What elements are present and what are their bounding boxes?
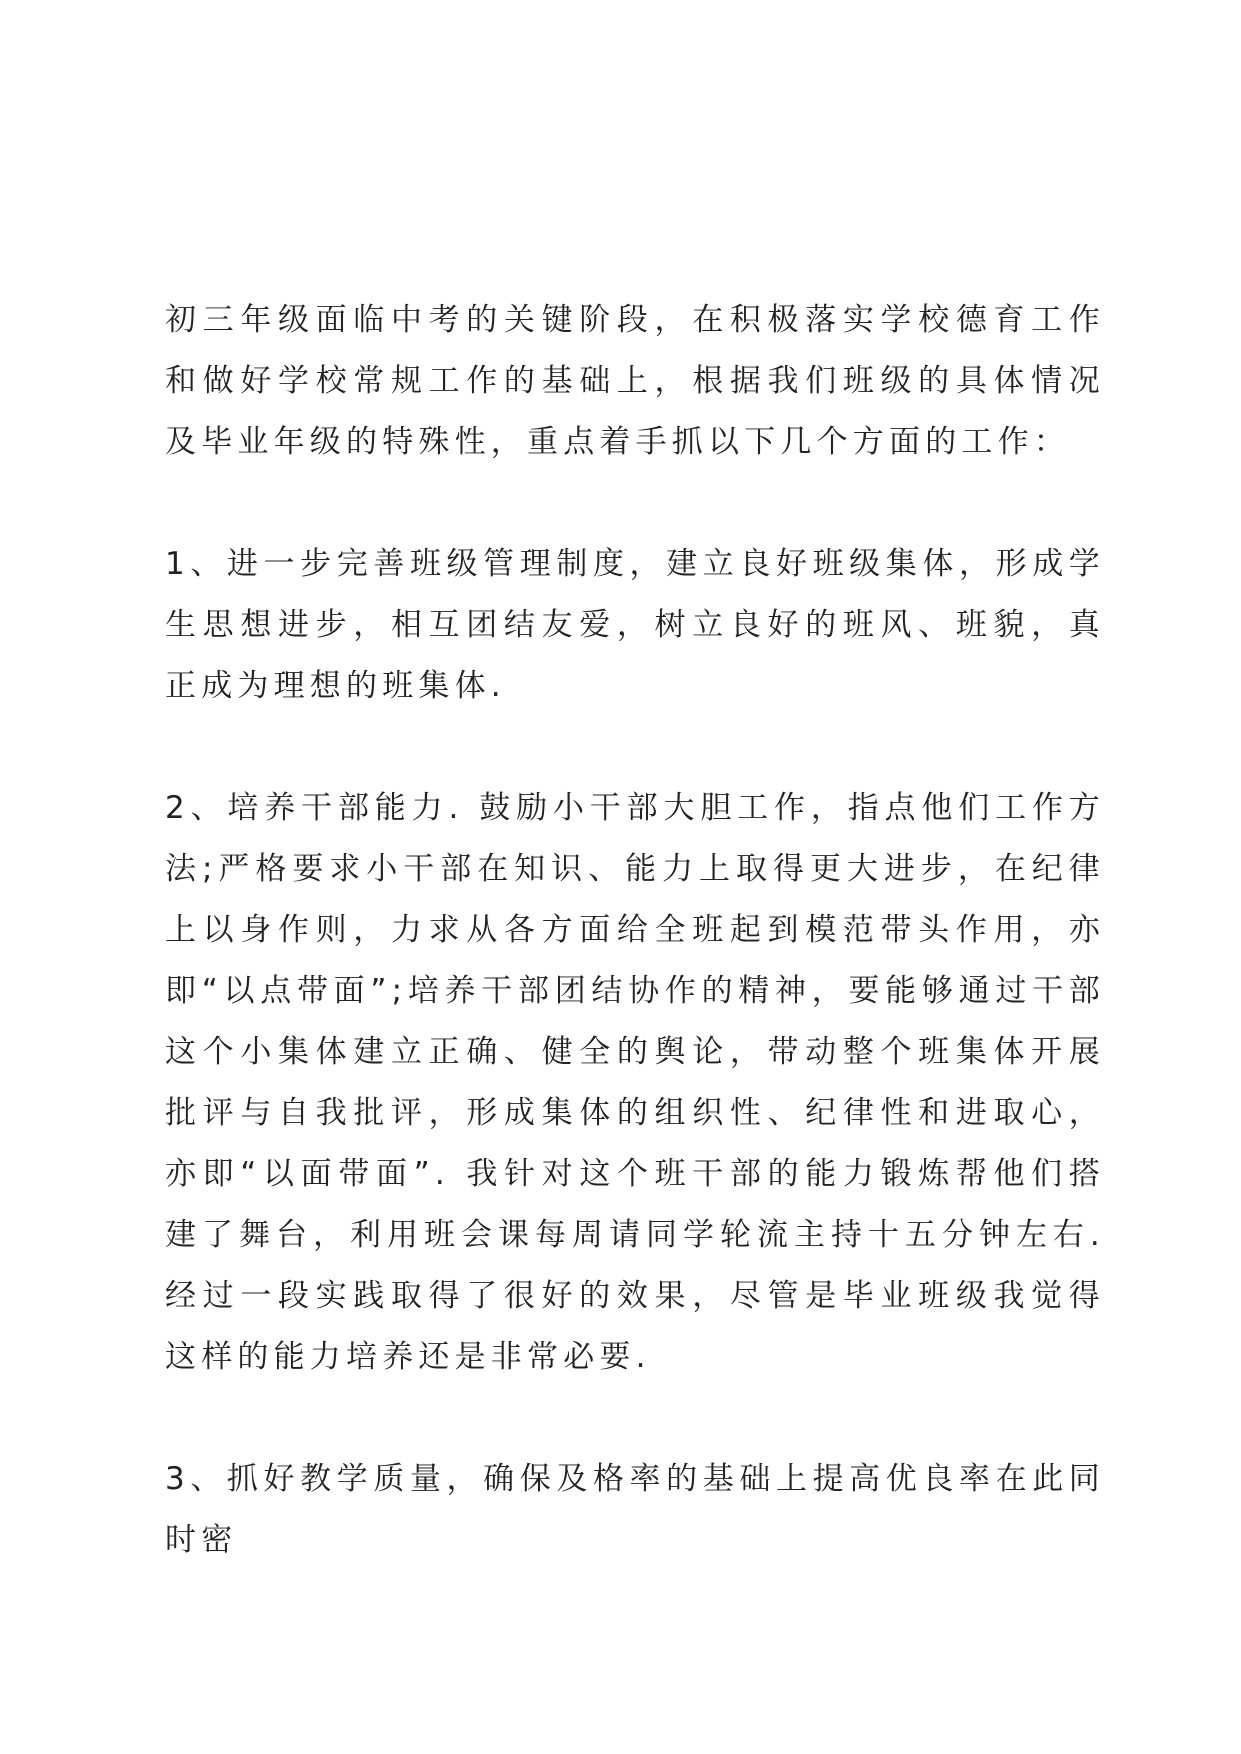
paragraph-item-3: 3、抓好教学质量，确保及格率的基础上提高优良率在此同时密 [165, 1461, 1105, 1558]
paragraph-intro: 初三年级面临中考的关键阶段，在积极落实学校德育工作和做好学校常规工作的基础上，根据我们班级的具体情况及毕业年级的特殊性，重点着手抓以下几个方面的工作： [165, 302, 1105, 460]
document-body [165, 290, 1105, 1571]
paragraph-item-1: 1、进一步完善班级管理制度，建立良好班级集体，形成学生思想进步，相互团结友爱，树立良好的班风、班貌，真正成为理想的班集体. [165, 546, 1105, 704]
paragraph-item-2: 2、培养干部能力. 鼓励小干部大胆工作，指点他们工作方法;严格要求小干部在知识、能力上取得更大进步，在纪律上以身作则，力求从各方面给全班起到模范带头作用，亦即“以点带面”;培养干部团结协作的精神，要能够通过干部这个小集体建立正确、健全的舆论，带动整个班集体开展批评与自我批评，形成集体的组织性、纪律性和进取心，亦即“以面带面”. 我针对这个班干部的能力锻炼帮他们搭建了舞台，利用班会课每周请同学轮流主持十五分钟左右. 经过一段实践取得了很好的效果，尽管是毕业班级我觉得这样的能力培养还是非常必要. [165, 790, 1105, 1375]
